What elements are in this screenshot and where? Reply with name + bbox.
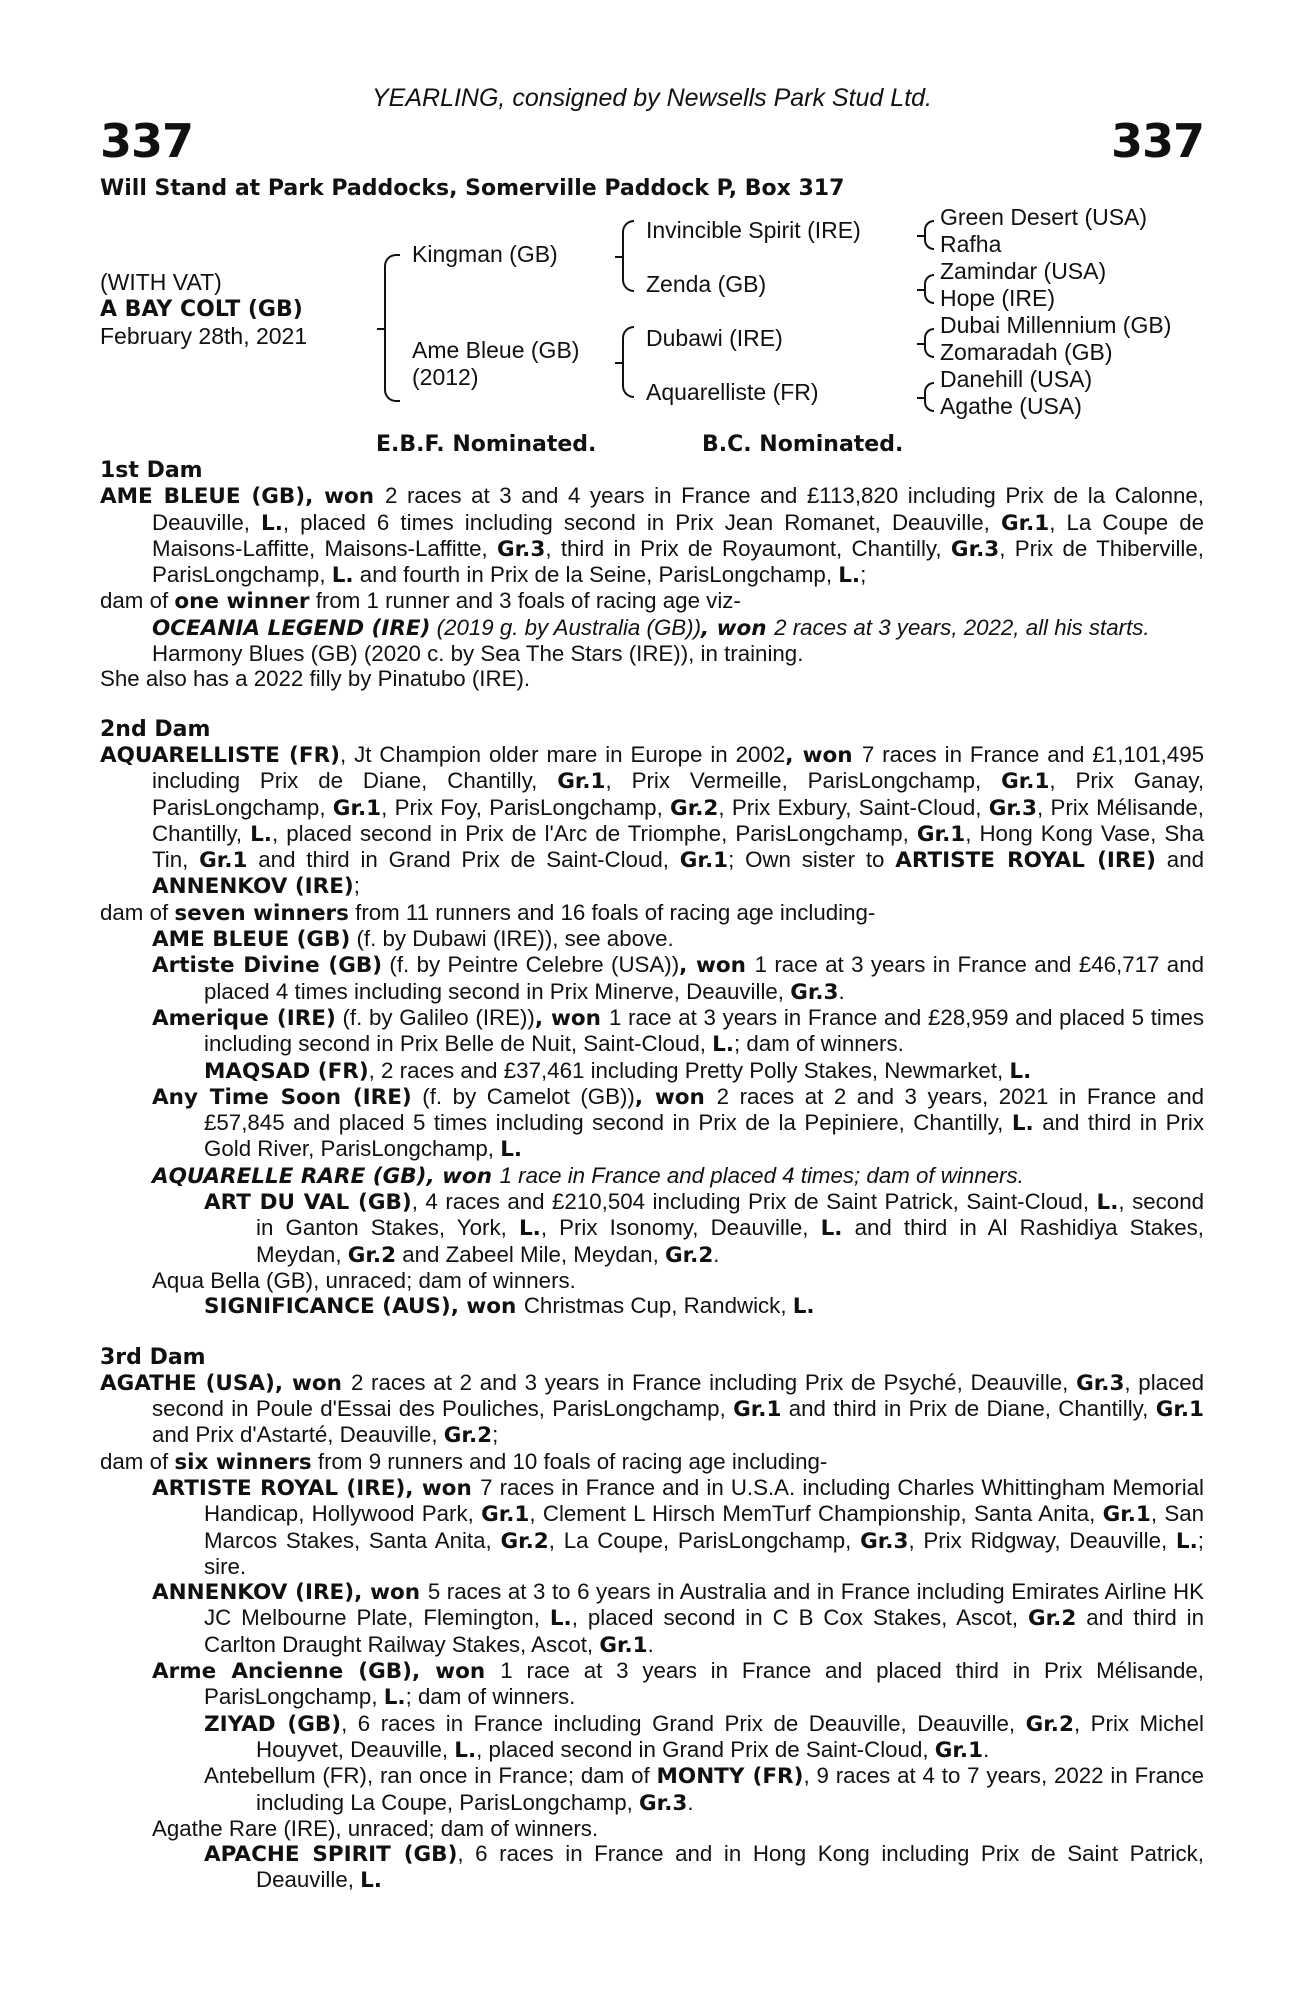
produce-entry: Amerique (IRE) (f. by Galileo (IRE)), won 1 race at 3 years in France and £28,959 and placed 5 times including second in Prix Belle de Nuit, Saint-Cloud, L.; dam of winners. — [152, 1004, 1204, 1058]
produce-entry: Any Time Soon (IRE) (f. by Camelot (GB)), won 2 races at 2 and 3 years, 2021 in France and £57,845 and placed 5 times including second in Prix de la Pepiniere, Chantilly, L. and third in Prix Gold River, ParisLongchamp, L. — [152, 1083, 1204, 1163]
pedigree-dam-year: (2012) — [412, 364, 479, 390]
pedigree-brace-gg3 — [924, 328, 934, 358]
pedigree-sire-sire: Invincible Spirit (IRE) — [646, 217, 861, 243]
lot-number-right: 337 — [1110, 114, 1204, 168]
pedigree-gg: Dubai Millennium (GB) — [940, 312, 1172, 338]
produce-entry: Artiste Divine (GB) (f. by Peintre Celebre (USA)), won 1 race at 3 years in France and £46,717 and placed 4 times including second in Prix Minerve, Deauville, Gr.3. — [152, 952, 1204, 1005]
produce-entry: ANNENKOV (IRE), won 5 races at 3 to 6 years in Australia and in France including Emirates Airline HK JC Melbourne Plate, Flemington, L., placed second in C B Cox Stakes, Ascot, Gr.2 and third in Carlton Draught Railway Stakes, Ascot, Gr.1. — [152, 1579, 1205, 1658]
produce-entry: Aqua Bella (GB), unraced; dam of winners. — [152, 1267, 576, 1293]
produce-entry: Agathe Rare (IRE), unraced; dam of winners. — [152, 1815, 599, 1841]
pedigree-brace-gg4 — [924, 382, 934, 412]
ebf-nomination: E.B.F. Nominated. — [376, 432, 597, 457]
dam-entry: AQUARELLISTE (FR), Jt Champion older mare in Europe in 2002, won 7 races in France and £1,101,495 including Prix de Diane, Chantilly, Gr.1, Prix Vermeille, ParisLongchamp, Gr.1, Prix Ganay, ParisLongchamp, Gr.1, Prix Foy, ParisLongchamp, Gr.2, Prix Exbury, Saint-Cloud, Gr.3, Prix Mélisande, Chantilly, L., placed second in Prix de l'Arc de Triomphe, ParisLongchamp, Gr.1, Hong Kong Vase, Sha Tin, Gr.1 and third in Grand Prix de Saint-Cloud, Gr.1; Own sister to ARTISTE ROYAL (IRE) and ANNENKOV (IRE); — [100, 741, 1205, 900]
first-dam-heading: 1st Dam — [100, 458, 203, 483]
pedigree-gg: Hope (IRE) — [940, 285, 1056, 311]
pedigree-brace-gg1 — [924, 220, 934, 250]
produce-entry: OCEANIA LEGEND (IRE) (2019 g. by Australia (GB)), won 2 races at 3 years, 2022, all his starts. — [152, 614, 1150, 641]
second-dam-heading: 2nd Dam — [100, 716, 211, 742]
pedigree-gg: Danehill (USA) — [940, 366, 1093, 392]
produce-entry: AME BLEUE (GB) (f. by Dubawi (IRE)), see above. — [152, 926, 674, 953]
lot-number-left: 337 — [100, 114, 194, 168]
pedigree-gg: Agathe (USA) — [940, 393, 1082, 419]
pedigree-gg: Zomaradah (GB) — [940, 339, 1113, 365]
pedigree-dam-sire: Dubawi (IRE) — [646, 325, 783, 351]
dam-summary: dam of six winners from 9 runners and 10 foals of racing age including- — [100, 1448, 828, 1475]
foaling-date: February 28th, 2021 — [100, 323, 308, 349]
consignor-line: YEARLING, consigned by Newsells Park Stud Ltd. — [372, 84, 932, 112]
produce-entry: ART DU VAL (GB), 4 races and £210,504 including Prix de Saint Patrick, Saint-Cloud, L., second in Ganton Stakes, York, L., Prix Isonomy, Deauville, L. and third in Al Rashidiya Stakes, Meydan, Gr.2 and Zabeel Mile, Meydan, Gr.2. — [204, 1189, 1204, 1268]
pedigree-gg: Green Desert (USA) — [940, 204, 1148, 230]
produce-note: She also has a 2022 filly by Pinatubo (IRE). — [100, 666, 531, 692]
dam-summary: dam of one winner from 1 runner and 3 foals of racing age viz- — [100, 588, 741, 615]
produce-entry: MAQSAD (FR), 2 races and £37,461 including Pretty Polly Stakes, Newmarket, L. — [204, 1057, 1032, 1084]
pedigree-sire: Kingman (GB) — [412, 241, 558, 267]
produce-entry: ARTISTE ROYAL (IRE), won 7 races in France and in U.S.A. including Charles Whittingham Memorial Handicap, Hollywood Park, Gr.1, Clement L Hirsch MemTurf Championship, Santa Anita, Gr.1, San Marcos Stakes, Santa Anita, Gr.2, La Coupe, ParisLongchamp, Gr.3, Prix Ridgway, Deauville, L.; sire. — [152, 1474, 1204, 1579]
pedigree-gg: Rafha — [940, 231, 1002, 257]
pedigree-sire-dam: Zenda (GB) — [646, 271, 767, 297]
dam-produce-record — [100, 458, 1204, 1894]
lot-subject-name: A BAY COLT (GB) — [100, 297, 303, 322]
pedigree-brace-gg2 — [924, 274, 934, 304]
pedigree-brace-sire — [622, 220, 634, 292]
produce-entry: AQUARELLE RARE (GB), won 1 race in France and placed 4 times; dam of winners. — [152, 1162, 1024, 1189]
stand-location: Will Stand at Park Paddocks, Somerville Paddock P, Box 317 — [100, 176, 845, 201]
pedigree-brace-dam — [622, 326, 634, 398]
produce-entry: APACHE SPIRIT (GB), 6 races in France and in Hong Kong including Prix de Saint Patrick, Deauville, L. — [204, 1841, 1204, 1894]
dam-entry: AME BLEUE (GB), won 2 races at 3 and 4 years in France and £113,820 including Prix de la Calonne, Deauville, L., placed 6 times including second in Prix Jean Romanet, Deauville, Gr.1, La Coupe de Maisons-Laffitte, Maisons-Laffitte, Gr.3, third in Prix de Royaumont, Chantilly, Gr.3, Prix de Thiberville, ParisLongchamp, L. and fourth in Prix de la Seine, ParisLongchamp, L.; — [100, 483, 1204, 589]
dam-entry: AGATHE (USA), won 2 races at 2 and 3 years in France including Prix de Psyché, Deauville, Gr.3, placed second in Poule d'Essai des Pouliches, ParisLongchamp, Gr.1 and third in Prix de Diane, Chantilly, Gr.1 and Prix d'Astarté, Deauville, Gr.2; — [100, 1369, 1205, 1449]
produce-entry: SIGNIFICANCE (AUS), won Christmas Cup, Randwick, L. — [204, 1293, 815, 1320]
produce-entry: Arme Ancienne (GB), won 1 race at 3 years in France and placed third in Prix Mélisande, ParisLongchamp, L.; dam of winners. — [152, 1658, 1204, 1711]
produce-entry: ZIYAD (GB), 6 races in France including Grand Prix de Deauville, Deauville, Gr.2, Prix Michel Houyvet, Deauville, L., placed second in Grand Prix de Saint-Cloud, Gr.1. — [204, 1710, 1204, 1763]
third-dam-heading: 3rd Dam — [100, 1344, 206, 1370]
dam-summary: dam of seven winners from 11 runners and 16 foals of racing age including- — [100, 899, 876, 926]
pedigree-dam-dam: Aquarelliste (FR) — [646, 379, 819, 405]
pedigree-brace-subject — [384, 254, 400, 402]
pedigree-dam: Ame Bleue (GB) — [412, 337, 580, 363]
bc-nomination: B.C. Nominated. — [702, 432, 904, 457]
vat-note: (WITH VAT) — [100, 269, 222, 295]
pedigree-gg: Zamindar (USA) — [940, 258, 1107, 284]
produce-entry: Harmony Blues (GB) (2020 c. by Sea The Stars (IRE)), in training. — [152, 641, 804, 667]
produce-entry: Antebellum (FR), ran once in France; dam of MONTY (FR), 9 races at 4 to 7 years, 2022 in France including La Coupe, ParisLongchamp, Gr.3. — [204, 1763, 1205, 1816]
